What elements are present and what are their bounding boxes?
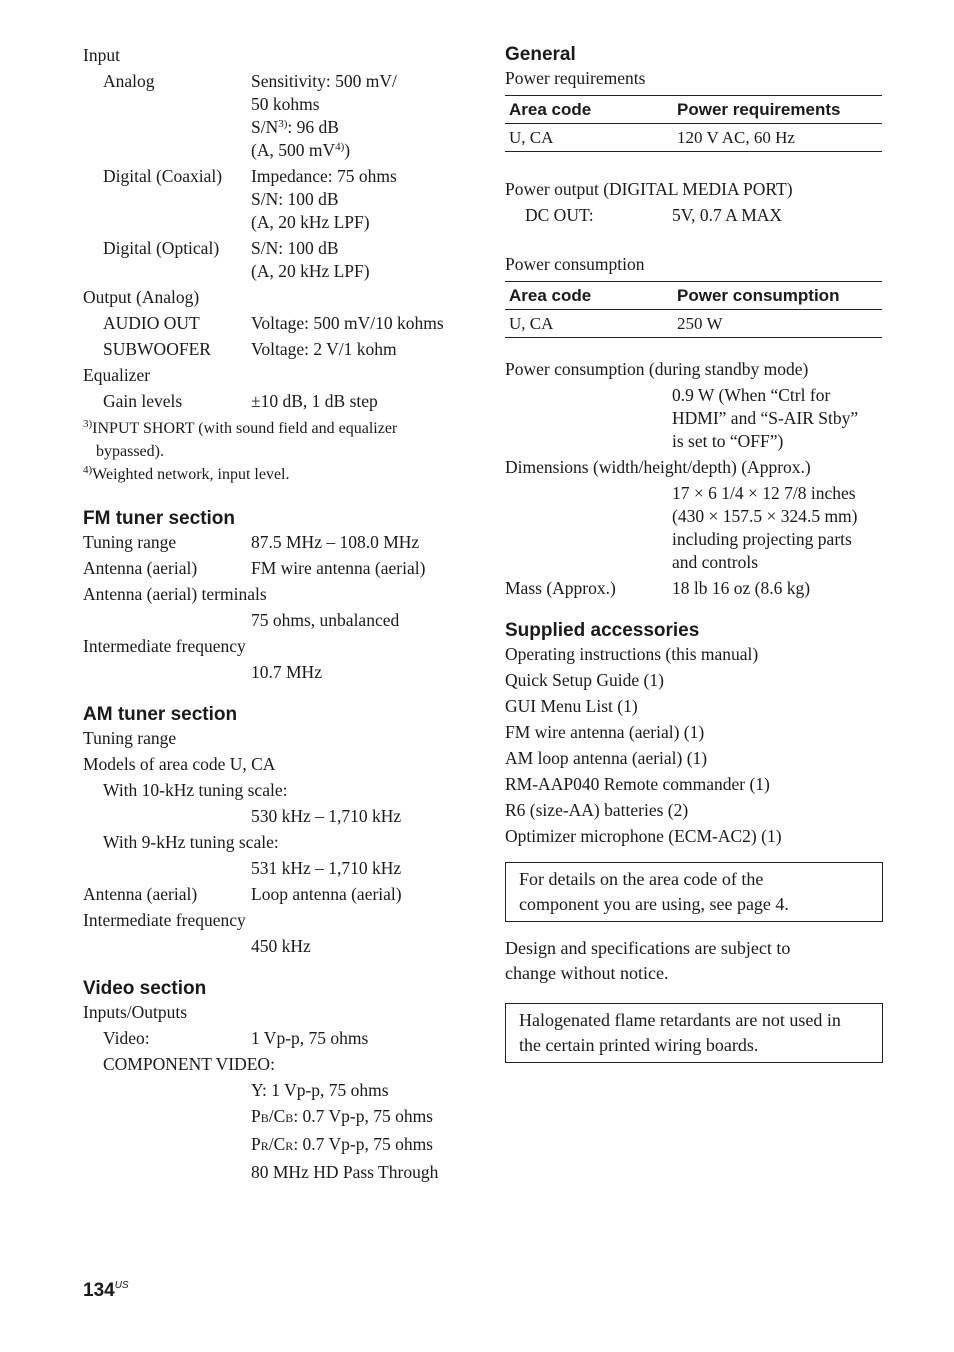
power-consumption-label: Power consumption (505, 254, 645, 274)
list-item: AM loop antenna (aerial) (1) (505, 748, 708, 768)
page-number: $134^{US}$ (83, 1280, 129, 1301)
power-output-label: Power output (DIGITAL MEDIA PORT) (505, 179, 793, 199)
am-if-label: Intermediate frequency (83, 910, 246, 930)
component-hd: 80 MHz HD Pass Through (251, 1162, 439, 1182)
fm-antenna-row: Antenna (aerial) FM wire antenna (aerial) (83, 558, 426, 578)
gain-levels-row: Gain levels ±10 dB, 1 dB step (103, 391, 378, 411)
general-section-title: General (505, 44, 576, 65)
analog-value: Sensitivity: 500 mV/ 50 kohms $S/N^{3)}$: 96 dB (A, 500 $mV^{4)}$) (251, 70, 478, 162)
list-item: RM-AAP040 Remote commander (1) (505, 774, 770, 794)
standby-label: Power consumption (during standby mode) (505, 359, 809, 379)
fm-if-value: 10.7 MHz (251, 662, 322, 682)
list-item: Quick Setup Guide (1) (505, 670, 664, 690)
component-pr: PR/CR: 0.7 Vp-p, 75 ohms (251, 1134, 433, 1154)
table-header-row: Area code Power consumption (505, 282, 882, 310)
am-models-label: Models of area code U, CA (83, 754, 276, 774)
design-change-note: Design and specifications are subject to change without notice. (505, 938, 791, 983)
table-row: U, CA 120 V AC, 60 Hz (505, 124, 882, 152)
subwoofer-row: SUBWOOFER Voltage: 2 V/1 kohm (103, 339, 397, 359)
analog-sn: $S/N^{3)}$: 96 dB (251, 117, 339, 137)
list-item: R6 (size-AA) batteries (2) (505, 800, 689, 820)
fm-terminals-label: Antenna (aerial) terminals (83, 584, 267, 604)
audio-out-row: AUDIO OUT Voltage: 500 mV/10 kohms (103, 313, 444, 333)
table-header-row: Area code Power requirements (505, 96, 882, 124)
am-scale9-label: With 9-kHz tuning scale: (103, 832, 279, 852)
video-section-title: Video section (83, 978, 207, 999)
list-item: Optimizer microphone (ECM-AC2) (1) (505, 826, 782, 846)
video-io-label: Inputs/Outputs (83, 1002, 188, 1022)
video-row: Video: 1 Vp-p, 75 ohms (103, 1028, 369, 1048)
analog-label: Analog (103, 71, 155, 91)
right-column (505, 44, 883, 1063)
am-scale10-label: With 10-kHz tuning scale: (103, 780, 288, 800)
power-requirements-label: Power requirements (505, 68, 646, 88)
input-analog-row (83, 70, 478, 162)
dc-out-row: DC OUT: 5V, 0.7 A MAX (525, 205, 783, 225)
input-optical-row: Digital (Optical) S/N: 100 dB (A, 20 kHz LPF) (103, 238, 370, 281)
input-heading: Input (83, 45, 120, 65)
list-item: FM wire antenna (aerial) (1) (505, 722, 705, 742)
fm-if-label: Intermediate frequency (83, 636, 246, 656)
dimensions-value: 17 × 6 1/4 × 12 7/8 inches (430 × 157.5 × 324.5 mm) including projecting parts and controls (672, 483, 858, 572)
list-item: Operating instructions (this manual) (505, 644, 759, 664)
analog-a-weight: (A, 500 $mV^{4)}$) (251, 140, 351, 160)
table-row: U, CA 250 W (505, 310, 882, 338)
dimensions-label: Dimensions (width/height/depth) (Approx.) (505, 457, 811, 477)
power-requirements-table (505, 95, 882, 152)
footnotes: $^{3)}$INPUT SHORT (with sound field and equalizer bypassed). $^{4)}$Weighted network, input level. (83, 417, 478, 486)
list-item: GUI Menu List (1) (505, 696, 638, 716)
am-if-value: 450 kHz (251, 936, 311, 956)
halogen-notice-box: Halogenated flame retardants are not used in the certain printed wiring boards. (505, 1003, 883, 1063)
footnote-4: $^{4)}$Weighted network, input level. (83, 464, 290, 483)
equalizer-heading: Equalizer (83, 365, 151, 385)
component-y: Y: 1 Vp-p, 75 ohms (251, 1080, 389, 1100)
am-scale9-value: 531 kHz – 1,710 kHz (251, 858, 402, 878)
component-video-label: COMPONENT VIDEO: (103, 1054, 275, 1074)
power-consumption-table (505, 281, 882, 338)
am-scale10-value: 530 kHz – 1,710 kHz (251, 806, 402, 826)
am-antenna-row: Antenna (aerial) Loop antenna (aerial) (83, 884, 402, 904)
page-region-suffix: US (114, 1280, 129, 1291)
fm-section-title: FM tuner section (83, 508, 236, 529)
mass-row: Mass (Approx.) 18 lb 16 oz (8.6 kg) (505, 578, 811, 598)
left-column (83, 44, 478, 1187)
am-tuning-label: Tuning range (83, 728, 177, 748)
fm-tuning-row: Tuning range 87.5 MHz – 108.0 MHz (83, 532, 420, 552)
component-pb: PB/CB: 0.7 Vp-p, 75 ohms (251, 1106, 433, 1126)
am-section-title: AM tuner section (83, 704, 238, 725)
standby-value: 0.9 W (When “Ctrl for HDMI” and “S-AIR Stby” is set to “OFF”) (672, 385, 859, 451)
output-heading: Output (Analog) (83, 287, 200, 307)
input-coaxial-row: Digital (Coaxial) Impedance: 75 ohms S/N: 100 dB (A, 20 kHz LPF) (103, 166, 397, 232)
fm-terminals-value: 75 ohms, unbalanced (251, 610, 400, 630)
area-code-notice-box: For details on the area code of the component you are using, see page 4. (505, 862, 883, 922)
footnote-3: $^{3)}$INPUT SHORT (with sound field and equalizer (83, 418, 398, 437)
accessories-section-title: Supplied accessories (505, 620, 700, 641)
